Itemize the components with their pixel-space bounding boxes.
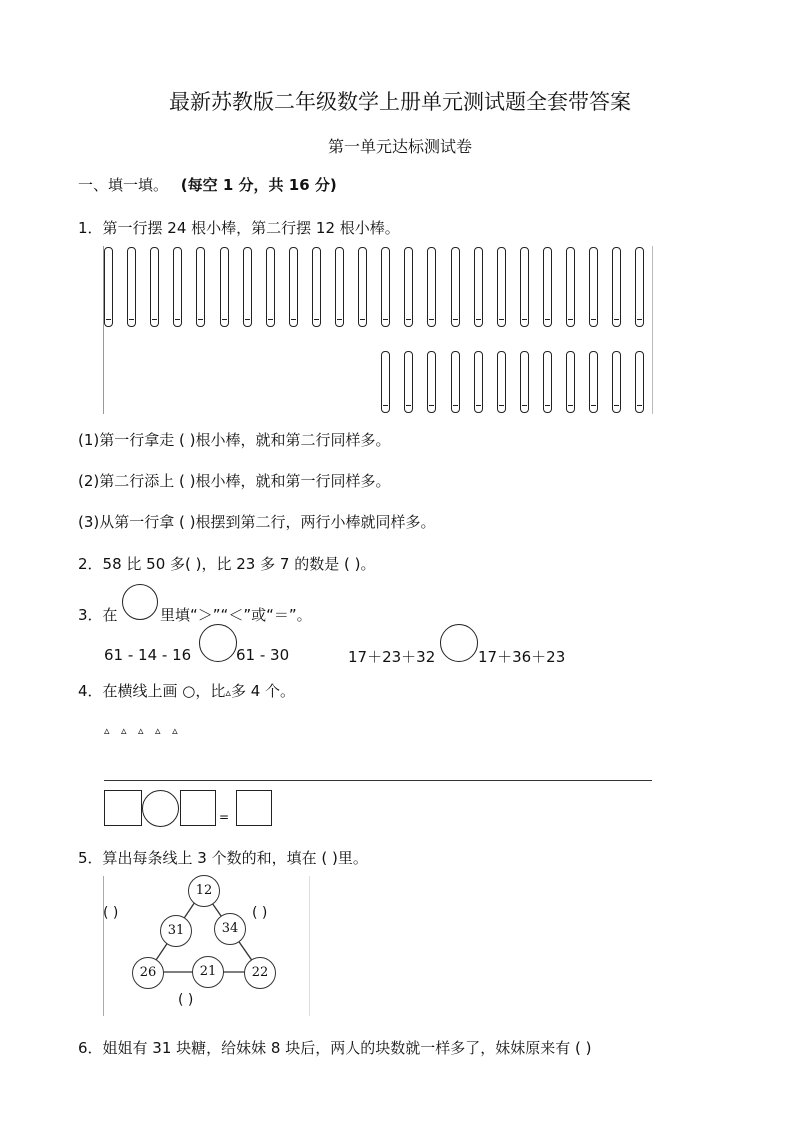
q4-equals: = bbox=[219, 810, 230, 824]
q3-right-a: 61 - 30 bbox=[236, 646, 290, 664]
section-label: 一、填一填。 bbox=[78, 176, 169, 194]
section-score: (每空 1 分，共 16 分) bbox=[180, 176, 337, 194]
q6-text: 6．姐姐有 31 块糖，给妹妹 8 块后，两人的块数就一样多了，妹妹原来有 ( ) bbox=[78, 1039, 592, 1057]
node-mid-left: 31 bbox=[160, 915, 192, 947]
q1-sub-1: (1)第一行拿走 ( )根小棒，就和第二行同样多。 bbox=[78, 431, 391, 449]
q4-text-a: 4．在横线上画 ○，比 bbox=[78, 682, 226, 700]
node-mid-right: 34 bbox=[214, 913, 246, 945]
node-bottom-left: 26 bbox=[132, 957, 164, 989]
q5-blank-left[interactable]: ( ) bbox=[103, 905, 119, 921]
q3-right-b: 17＋36＋23 bbox=[478, 648, 566, 666]
q3-suffix: 里填“＞”“＜”或“＝”。 bbox=[160, 606, 312, 624]
q1-sub-2: (2)第二行添上 ( )根小棒，就和第一行同样多。 bbox=[78, 472, 391, 490]
q4-text-b: 多 4 个。 bbox=[230, 682, 296, 700]
q3-prefix: 3．在 bbox=[78, 606, 118, 624]
q1-stem: 1．第一行摆 24 根小棒，第二行摆 12 根小棒。 bbox=[78, 219, 400, 237]
q3-left-b: 17＋23＋32 bbox=[348, 648, 436, 666]
node-bottom-right: 22 bbox=[244, 957, 276, 989]
q3-left-a: 61 - 14 - 16 bbox=[104, 646, 192, 664]
q1-sub-3: (3)从第一行拿 ( )根摆到第二行，两行小棒就同样多。 bbox=[78, 513, 436, 531]
node-bottom-mid: 21 bbox=[192, 956, 224, 988]
triangle-icon: ▵ bbox=[225, 686, 231, 699]
q4-triangles: ▵ ▵ ▵ ▵ ▵ bbox=[104, 724, 182, 737]
q5-blank-right[interactable]: ( ) bbox=[252, 905, 268, 921]
node-top: 12 bbox=[188, 875, 220, 907]
page-title: 最新苏教版二年级数学上册单元测试题全套带答案 bbox=[169, 90, 631, 114]
page-subtitle: 第一单元达标测试卷 bbox=[327, 137, 472, 156]
q5-blank-bottom[interactable]: ( ) bbox=[178, 992, 194, 1008]
q5-text: 5．算出每条线上 3 个数的和，填在 ( )里。 bbox=[78, 849, 368, 867]
q2-text: 2．58 比 50 多( )，比 23 多 7 的数是 ( )。 bbox=[78, 555, 376, 573]
